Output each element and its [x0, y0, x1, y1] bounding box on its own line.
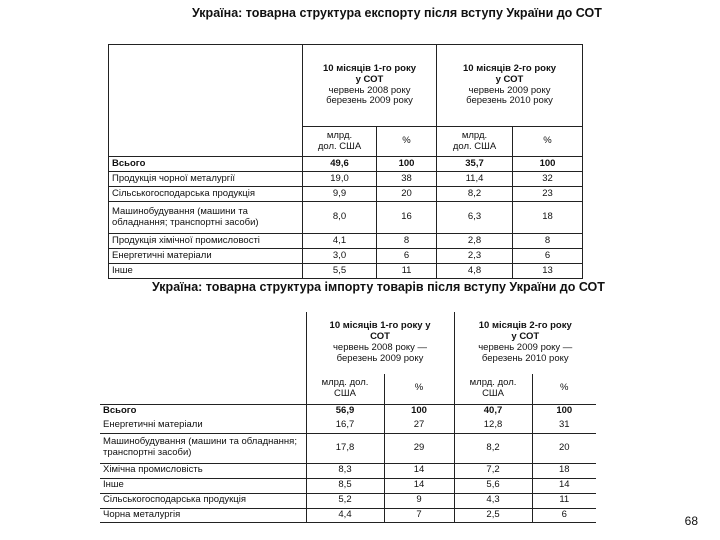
import-period1-dates-2: березень 2009 року [336, 352, 424, 364]
row-pct: 7 [384, 508, 454, 522]
row-value: 8,5 [306, 478, 384, 493]
table-row [109, 202, 583, 234]
row-pct: 100 [513, 157, 583, 172]
export-header-row [109, 45, 583, 127]
row-pct: 31 [532, 418, 596, 433]
row-value: 5,5 [303, 264, 377, 279]
export-period1-dates-2: березень 2009 року [326, 95, 413, 107]
row-pct: 27 [384, 418, 454, 433]
export-period2-label-1: 10 місяців 2-го року [462, 62, 557, 74]
row-value: 5,2 [306, 493, 384, 508]
row-value: 19,0 [303, 172, 377, 187]
row-label: Машинобудування (машини та обладнання; транспортні засоби) [109, 202, 303, 234]
export-table-title: Україна: товарна структура експорту після вступу України до СОТ [192, 6, 602, 20]
row-label: Сільськогосподарська продукція [109, 187, 303, 202]
table-row [109, 249, 583, 264]
import-p1-value-header-2: США [334, 387, 356, 399]
row-pct: 18 [513, 202, 583, 234]
row-value: 7,2 [454, 463, 532, 478]
row-value: 8,2 [454, 433, 532, 463]
export-period2-header [437, 45, 583, 127]
import-period1-dates-1: червень 2008 року — [332, 342, 428, 353]
table-row [109, 234, 583, 249]
row-label: Продукція хімічної промисловості [109, 234, 303, 249]
import-period1-label-1: 10 місяців 1-го року у [329, 320, 431, 332]
export-period1-label-1: 10 місяців 1-го року [322, 62, 417, 74]
row-pct: 32 [513, 172, 583, 187]
import-period2-dates-2: березень 2010 року [481, 352, 569, 364]
row-value: 8,3 [306, 463, 384, 478]
import-period2-label-1: 10 місяців 2-го року [478, 320, 572, 332]
export-p2-value-header-2: дол. США [452, 140, 497, 152]
row-pct: 14 [532, 478, 596, 493]
row-value: 6,3 [437, 202, 513, 234]
row-value: 9,9 [303, 187, 377, 202]
row-pct: 8 [377, 234, 437, 249]
export-p1-value-header [303, 127, 377, 157]
export-period1-header [303, 45, 437, 127]
row-value: 5,6 [454, 478, 532, 493]
row-value: 4,4 [306, 508, 384, 522]
export-p1-pct-header: % [377, 127, 437, 157]
row-pct: 13 [513, 264, 583, 279]
export-p2-pct-header: % [513, 127, 583, 157]
row-pct: 20 [532, 433, 596, 463]
table-row [100, 508, 596, 522]
import-p2-value-header-1: млрд. дол. [469, 376, 517, 388]
row-label: Інше [109, 264, 303, 279]
row-pct: 6 [513, 249, 583, 264]
row-value: 2,3 [437, 249, 513, 264]
row-pct: 6 [377, 249, 437, 264]
table-row [100, 404, 596, 418]
table-row [100, 478, 596, 493]
row-label: Енергетичні матеріали [109, 249, 303, 264]
row-value: 17,8 [306, 433, 384, 463]
table-row [100, 433, 596, 463]
import-period2-header [454, 312, 596, 374]
row-value: 4,3 [454, 493, 532, 508]
export-header-blank [109, 45, 303, 157]
row-value: 56,9 [306, 404, 384, 418]
row-value: 2,5 [454, 508, 532, 522]
export-p2-value-header [437, 127, 513, 157]
import-p2-pct-header: % [532, 374, 596, 404]
row-label: Продукція чорної металургії [109, 172, 303, 187]
row-value: 11,4 [437, 172, 513, 187]
export-period1-dates-1: червень 2008 року [328, 84, 411, 96]
row-pct: 100 [532, 404, 596, 418]
row-label: Хімічна промисловість [100, 463, 306, 478]
row-value: 4,8 [437, 264, 513, 279]
row-value: 4,1 [303, 234, 377, 249]
row-value: 8,2 [437, 187, 513, 202]
row-pct: 9 [384, 493, 454, 508]
row-label: Сільськогосподарська продукція [100, 493, 306, 508]
row-pct: 14 [384, 463, 454, 478]
row-pct: 29 [384, 433, 454, 463]
row-pct: 14 [384, 478, 454, 493]
import-period1-label-2: СОТ [370, 331, 390, 343]
table-row [100, 493, 596, 508]
export-period2-dates-1: червень 2009 року [468, 84, 551, 96]
import-p1-value-header [306, 374, 384, 404]
import-table [100, 312, 596, 523]
row-value: 35,7 [437, 157, 513, 172]
row-label: Всього [100, 404, 306, 418]
row-label: Всього [109, 157, 303, 172]
row-pct: 38 [377, 172, 437, 187]
row-pct: 11 [377, 264, 437, 279]
row-value: 40,7 [454, 404, 532, 418]
table-row [109, 157, 583, 172]
import-p2-value-header-2: США [482, 387, 504, 399]
export-period2-dates-2: березень 2010 року [466, 95, 553, 107]
import-p1-pct-header: % [384, 374, 454, 404]
row-value: 12,8 [454, 418, 532, 433]
row-label: Енергетичні матеріали [100, 418, 306, 433]
export-period2-label-2: у СОТ [495, 73, 524, 85]
table-row [100, 463, 596, 478]
export-p1-value-header-1: млрд. [326, 129, 353, 141]
row-value: 3,0 [303, 249, 377, 264]
row-pct: 6 [532, 508, 596, 522]
export-p1-value-header-2: дол. США [317, 140, 362, 152]
row-label: Інше [100, 478, 306, 493]
row-pct: 16 [377, 202, 437, 234]
row-value: 49,6 [303, 157, 377, 172]
row-pct: 11 [532, 493, 596, 508]
import-table-title: Україна: товарна структура імпорту товарів після вступу України до СОТ [152, 280, 605, 294]
import-header-row [100, 312, 596, 374]
export-period1-label-2: у СОТ [355, 73, 384, 85]
row-label: Машинобудування (машини та обладнання; транспортні засоби) [100, 433, 306, 463]
import-p2-value-header [454, 374, 532, 404]
row-pct: 18 [532, 463, 596, 478]
page-number: 68 [684, 514, 698, 528]
row-value: 16,7 [306, 418, 384, 433]
import-period1-header [306, 312, 454, 374]
row-pct: 100 [377, 157, 437, 172]
export-p2-value-header-1: млрд. [461, 129, 488, 141]
table-row [109, 264, 583, 279]
row-value: 2,8 [437, 234, 513, 249]
row-label: Чорна металургія [100, 508, 306, 522]
table-row [109, 187, 583, 202]
export-table [108, 44, 583, 279]
import-period2-dates-1: червень 2009 року — [478, 342, 573, 353]
import-p1-value-header-1: млрд. дол. [321, 376, 369, 388]
row-pct: 20 [377, 187, 437, 202]
row-pct: 100 [384, 404, 454, 418]
table-row [100, 418, 596, 433]
row-value: 8,0 [303, 202, 377, 234]
row-pct: 8 [513, 234, 583, 249]
table-row [109, 172, 583, 187]
import-header-blank [100, 312, 306, 404]
import-period2-label-2: у СОТ [511, 331, 540, 343]
row-pct: 23 [513, 187, 583, 202]
